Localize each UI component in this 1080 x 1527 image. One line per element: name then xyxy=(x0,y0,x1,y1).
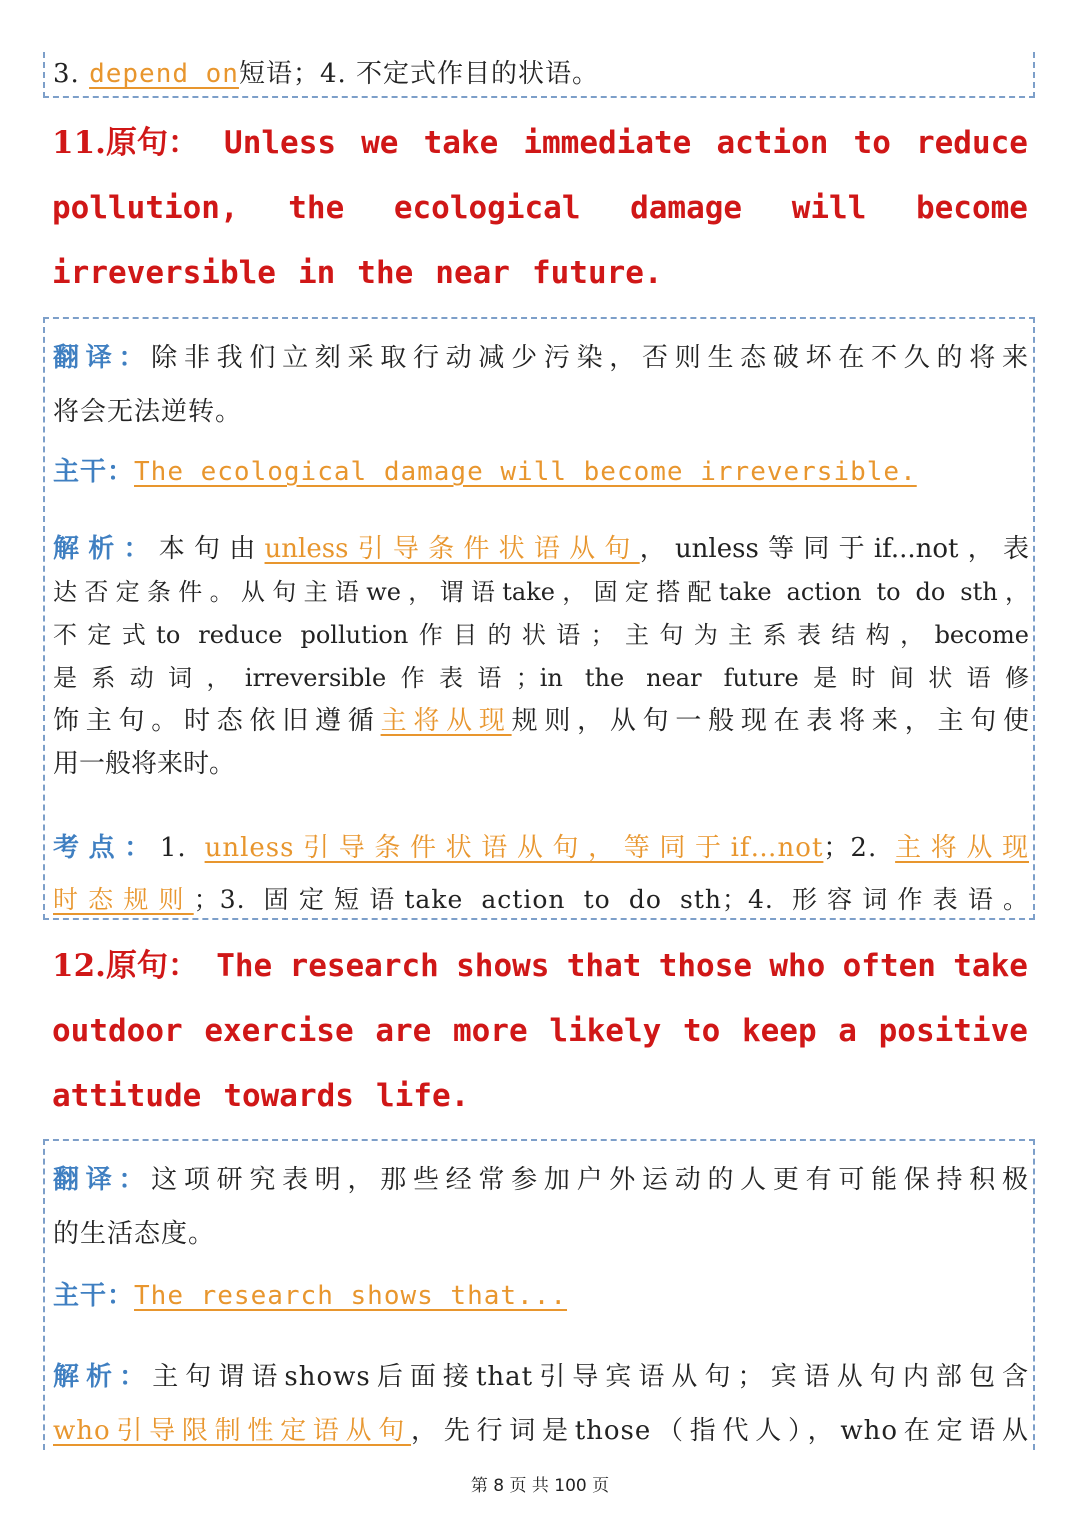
s12-row-2: outdoor exercise are more likely to keep a positive xyxy=(52,1013,1028,1049)
s11-row-3: irreversible in the near future. xyxy=(52,255,663,291)
continuation-line: 3. depend on短语；4. 不定式作目的状语。 xyxy=(53,59,600,89)
s11-main-clause: 主干：The ecological damage will become irreversible. xyxy=(53,457,917,487)
highlight-phrase: unless引导条件状语从句，等同于if…not xyxy=(204,833,824,863)
s12-row-3: attitude towards life. xyxy=(52,1078,470,1114)
continuation-box xyxy=(43,52,1035,98)
s12-row-1: 12.原句： The research shows that those who often take xyxy=(52,948,1028,984)
highlight-phrase: 主将从现 xyxy=(380,706,512,736)
s12-main-clause: 主干：The research shows that... xyxy=(53,1281,568,1311)
s12-translation: 翻译：这项研究表明，那些经常参加户外运动的人更有可能保持积极 的生活态度。 xyxy=(53,1165,1029,1249)
highlight-phrase: 时态规则 xyxy=(53,885,194,914)
s11-translation: 翻译：除非我们立刻采取行动减少污染，否则生态破坏在不久的将来 将会无法逆转。 xyxy=(53,343,1029,427)
highlight-phrase: unless引导条件状语从句 xyxy=(264,534,640,564)
s11-original xyxy=(52,111,1028,306)
s12-analysis: 解析：主句谓语shows后面接that引导宾语从句；宾语从句内部包含 who引导限制性定语从句，先行词是those（指代人），who在定语从 xyxy=(53,1362,1030,1446)
page-footer: 第 8 页 共 100 页 xyxy=(470,1476,610,1496)
s11-key-points: 考点：1. unless引导条件状语从句，等同于if…not；2. 主将从现 时态规则；3. 固定短语take action to do sth；4. 形容词作表语。 xyxy=(53,833,1029,914)
highlight-phrase: 主将从现 xyxy=(895,833,1029,863)
s12-original xyxy=(52,934,1028,1129)
s11-row-1: 11.原句： Unless we take immediate action to reduce xyxy=(52,125,1028,161)
s11-analysis: 解析：本句由unless引导条件状语从句，unless等同于if...not，表 达否定条件。从句主语we，谓语take，固定搭配take action to do sth， 不定式to reduce pollution作目的状语；主句为主系表结构，become 是系动词，irreversible作表语；in the near future是时间状语修 饰主句。时态依旧遵循主将从现规则，从句一般现在表将来，主句使 用一般将来时。 xyxy=(53,534,1029,779)
s11-row-2: pollution, the ecological damage will become xyxy=(52,190,1028,226)
highlight-phrase: depend on xyxy=(89,59,239,89)
highlight-phrase: who引导限制性定语从句 xyxy=(53,1416,412,1446)
